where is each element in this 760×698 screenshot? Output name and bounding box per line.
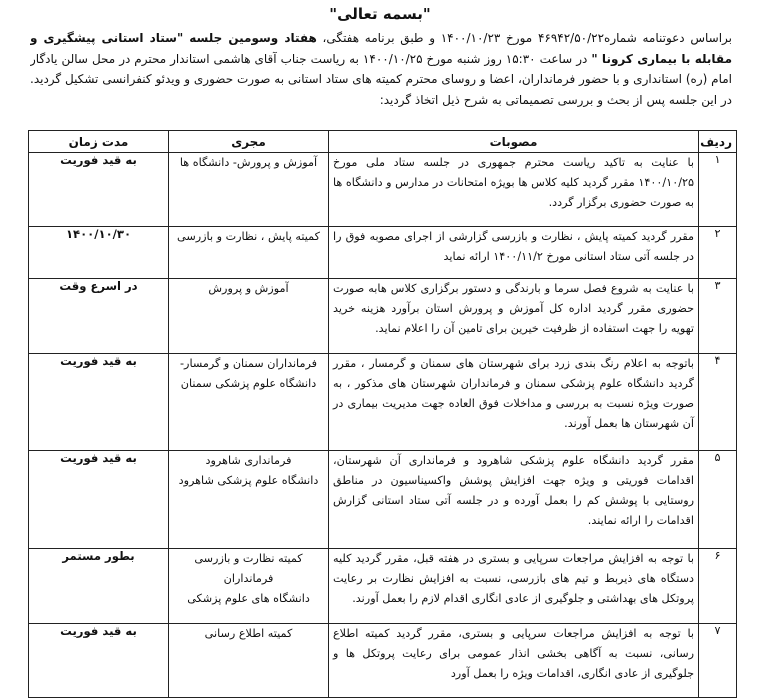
executor-cell: فرمانداری شاهرود دانشگاه علوم پزشکی شاهرود	[169, 451, 329, 549]
table-row	[29, 354, 737, 451]
deadline-cell: به قید فوریت	[29, 153, 169, 227]
deadline-cell: در اسرع وقت	[29, 279, 169, 354]
intro-text-1: براساس دعوتنامه شماره۴۶۹۴۲/۵۰/۲۲ مورخ ۱۴۰۰/۱۰/۲۳ و طبق برنامه هفتگی،	[316, 31, 732, 45]
table-header-row	[29, 131, 737, 153]
resolutions-table	[28, 130, 737, 698]
table-row	[29, 549, 737, 624]
row-number: ۵	[699, 451, 737, 549]
executor-cell: کمیته نظارت و بازرسی فرمانداران دانشگاه های علوم پزشکی	[169, 549, 329, 624]
resolution-text: مقرر گردید دانشگاه علوم پزشکی شاهرود و فرمانداری آن شهرستان، اقدامات فوریتی و ویژه جهت افزایش پوشش واکسیناسیون در مناطق روستایی با پوشش کم را بعمل آورده و در جلسه آتی ستاد استانی گزارش اقدامات را ارائه نمایند.	[329, 451, 699, 549]
header-resolution: مصوبات	[329, 131, 699, 153]
table-row	[29, 227, 737, 279]
executor-cell: کمیته اطلاع رسانی	[169, 624, 329, 698]
deadline-cell: به قید فوریت	[29, 624, 169, 698]
table-row	[29, 153, 737, 227]
row-number: ۴	[699, 354, 737, 451]
header-executor: مجری	[169, 131, 329, 153]
header-deadline: مدت زمان	[29, 131, 169, 153]
table-row	[29, 624, 737, 698]
resolution-text: باتوجه به اعلام رنگ بندی زرد برای شهرستان های سمنان و گرمسار ، مقرر گردید دانشگاه علوم پزشکی سمنان و فرمانداران شهرستان های مذکور ، به صورت ویژه نسبت به بررسی و مداخلات فوق العاده جهت مدیریت بیماری در آن شهرستان ها بعمل آورند.	[329, 354, 699, 451]
table-row	[29, 279, 737, 354]
executor-cell: آموزش و پرورش- دانشگاه ها	[169, 153, 329, 227]
header-row-no: ردیف	[699, 131, 737, 153]
executor-cell: کمیته پایش ، نظارت و بازرسی	[169, 227, 329, 279]
resolution-text: با عنایت به شروع فصل سرما و بارندگی و دستور برگزاری کلاس هابه صورت حضوری مقرر گردید اداره کل آموزش و پرورش استان برآورد هزینه خرید تهویه را جهت استفاده از ظرفیت خیرین برای تامین آن را اعلام نماید.	[329, 279, 699, 354]
deadline-cell: به قید فوریت	[29, 451, 169, 549]
deadline-cell: بطور مستمر	[29, 549, 169, 624]
intro-text-2: در ساعت ۱۵:۳۰ روز شنبه مورخ ۱۴۰۰/۱۰/۲۵ به ریاست جناب آقای هاشمی استاندار محترم در محل سالن یادگار امام (ره) استانداری و با حضور فرمانداران، اعضا و روسای محترم کمیته های ستاد استانی به صورت حضوری و ویدئو کنفرانسی تشکیل گردید. در این جلسه پس از بحث و بررسی تصمیماتی به شرح ذیل اتخاذ گردید:	[30, 51, 732, 107]
executor-cell: آموزش و پرورش	[169, 279, 329, 354]
row-number: ۷	[699, 624, 737, 698]
row-number: ۱	[699, 153, 737, 227]
meeting-name: هفتاد وسومین جلسه "ستاد استانی پیشگیری و مقابله با بیماری کرونا "	[30, 31, 732, 66]
table-row	[29, 451, 737, 549]
resolution-text: با توجه به افزایش مراجعات سرپایی و بستری در هفته قبل، مقرر گردید کلیه دستگاه های ذیربط و تیم های بازرسی، نسبت به افزایش نظارت بر رعایت پروتکل های بهداشتی و جلوگیری از عادی انگاری اقدام لازم را بعمل آورند.	[329, 549, 699, 624]
intro-paragraph	[30, 28, 732, 132]
executor-cell: فرمانداران سمنان و گرمسار- دانشگاه علوم پزشکی سمنان	[169, 354, 329, 451]
row-number: ۳	[699, 279, 737, 354]
deadline-cell: ۱۴۰۰/۱۰/۳۰	[29, 227, 169, 279]
resolution-text: با عنایت به تاکید ریاست محترم جمهوری در جلسه ستاد ملی مورخ ۱۴۰۰/۱۰/۲۵ مقرر گردید کلیه کلاس ها بویژه امتحانات در مدارس و دانشگاه ها به صورت حضوری برگزار گردد.	[329, 153, 699, 227]
row-number: ۶	[699, 549, 737, 624]
row-number: ۲	[699, 227, 737, 279]
resolution-text: مقرر گردید کمیته پایش ، نظارت و بازرسی گزارشی از اجرای مصوبه فوق را در جلسه آتی ستاد استانی مورخ ۱۴۰۰/۱۱/۲ ارائه نماید	[329, 227, 699, 279]
resolution-text: با توجه به افزایش مراجعات سرپایی و بستری، مقرر گردید کمیته اطلاع رسانی، نسبت به آگاهی بخشی انذار عمومی برای رعایت پروتکل ها و جلوگیری از عادی انگاری، اقدامات ویژه را بعمل آورد	[329, 624, 699, 698]
deadline-cell: به قید فوریت	[29, 354, 169, 451]
document-title: "بسمه تعالی"	[329, 5, 431, 23]
